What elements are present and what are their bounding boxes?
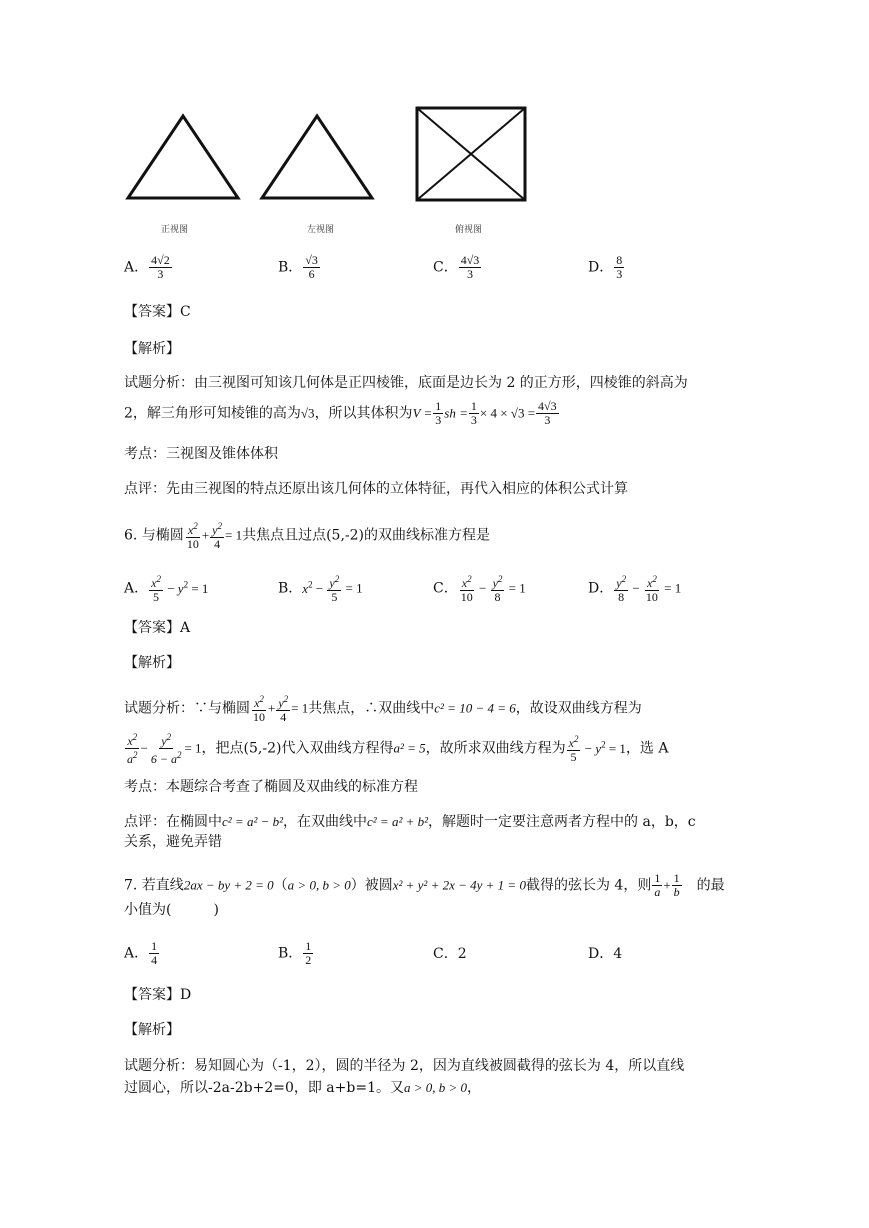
q5-option-d: D． $\frac{8}{3}$ (588, 253, 623, 281)
q7-analysis-title: 【解析】 (124, 1022, 180, 1038)
q5-dianping: 点评：先由三视图的特点还原出该几何体的立体特征，再代入相应的体积公式计算 (124, 481, 628, 497)
q5-answer: 【答案】C (124, 304, 191, 320)
q5-kaodian: 考点：三视图及锥体体积 (124, 446, 278, 462)
q7-stem-line-2: 小值为( ) (124, 902, 219, 918)
side-view-caption: 左视图 (307, 225, 335, 235)
q7-option-d: D．4 (588, 946, 623, 962)
three-view-figure (120, 100, 540, 210)
q6-answer: 【答案】A (124, 620, 191, 636)
q6-option-a: A． $\frac{x^2}{5}$ − $y^2 = 1$ (124, 574, 209, 604)
top-view-caption: 俯视图 (455, 225, 483, 235)
q7-analysis-line-1: 试题分析：易知圆心为（-1，2），圆的半径为 2，因为直线被圆截得的弦长为 4，所以直线 (124, 1058, 685, 1074)
q6-dianping-line-2: 关系，避免弄错 (124, 834, 222, 850)
q7-option-c: C．2 (433, 946, 467, 962)
q6-dianping-line-1: 点评：在椭圆中c² = a² − b²，在双曲线中c² = a² + b²，解题时一定要注意两者方程中的 a，b，c (124, 814, 696, 830)
front-view-caption: 正视图 (161, 225, 189, 235)
q5-analysis-line-1: 试题分析：由三视图可知该几何体是正四棱锥，底面是边长为 2 的正方形，四棱锥的斜高为 (124, 375, 688, 391)
q5-option-b: B． $\frac{√3}{6}$ (278, 253, 318, 281)
q6-option-c: C． $\frac{x^2}{10}$ − $\frac{y^2}{8}$ = 1 (433, 574, 526, 604)
q6-option-b: B．$x^2$ − $\frac{y^2}{5}$ = 1 (278, 574, 363, 604)
q6-analysis-line-1: 试题分析：∵与椭圆 $\frac{x^2}{10}$ + $\frac{y^2}{4}$ = 1共焦点，∴双曲线中c² = 10 − 4 = 6，故设双曲线方程为 (124, 694, 642, 724)
q6-kaodian: 考点：本题综合考查了椭圆及双曲线的标准方程 (124, 779, 418, 795)
front-view-triangle (128, 116, 238, 198)
q6-stem: 6. 与椭圆 $\frac{x^2}{10}$ + $\frac{y^2}{4}$ = 1共焦点且过点(5,-2)的双曲线标准方程是 (124, 521, 490, 551)
q6-analysis-title: 【解析】 (124, 655, 180, 671)
q7-analysis-line-2: 过圆心，所以-2a-2b+2=0，即 a+b=1。又a > 0, b > 0， (124, 1080, 482, 1096)
q7-stem-line-1: 7. 若直线2ax − by + 2 = 0（a > 0, b > 0）被圆x² + y² + 2x − 4y + 1 = 0截得的弦长为 4，则 $\frac{1}{a}$ + $\frac{1}{b}$ 的最 (124, 871, 725, 899)
q5-option-a: A． $\frac{4√2}{3}$ (124, 253, 170, 281)
q7-option-a: A． $\frac{1}{4}$ (124, 939, 158, 967)
q5-option-c: C． $\frac{4√3}{3}$ (433, 253, 480, 281)
q6-option-d: D． $\frac{y^2}{8}$ − $\frac{x^2}{10}$ = 1 (588, 574, 682, 604)
q7-option-b: B． $\frac{1}{2}$ (278, 939, 312, 967)
q6-analysis-line-2: $\frac{x^2}{a^2}$ − $\frac{y^2}{6 - a^2}$ = 1，把点(5,-2)代入双曲线方程得a² = 5，故所求双曲线方程为 $\frac{x^2}{5}$ − $y^2 = 1$，选 A (127, 732, 669, 766)
q7-answer: 【答案】D (124, 987, 192, 1003)
side-view-triangle (262, 116, 372, 198)
q5-analysis-title: 【解析】 (124, 341, 180, 357)
q5-analysis-line-2: 2，解三角形可知棱锥的高为√3，所以其体积为V = $\frac{1}{3}$ sh = $\frac{1}{3}$ × 4 × √3 = $\frac{4√3}{3}$ (124, 399, 557, 427)
